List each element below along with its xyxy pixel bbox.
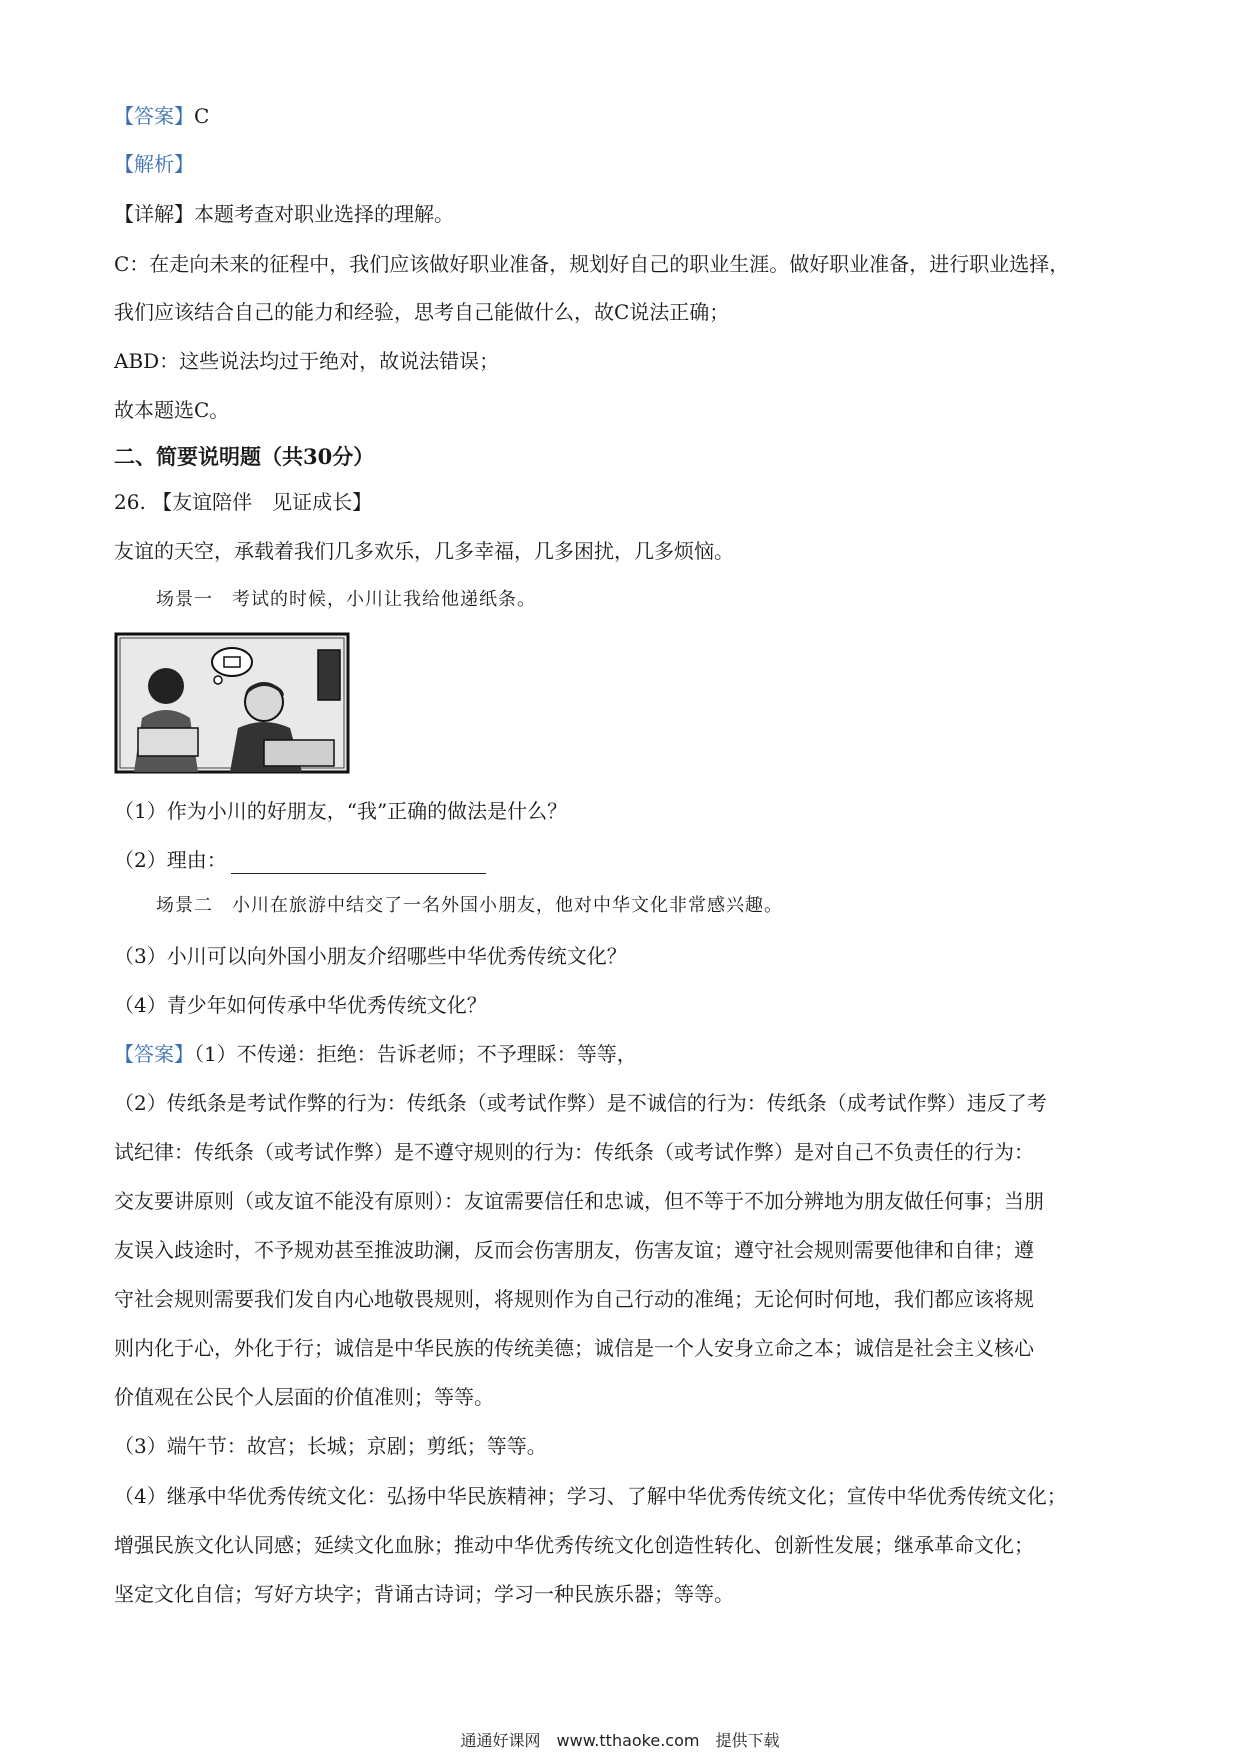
answer-2-a1 [114,1040,637,1068]
scene-2: 场景二 小川在旅游中结交了一名外国小朋友，他对中华文化非常感兴趣。 [156,895,783,916]
answer-a4-line: 坚定文化自信；写好方块字；背诵古诗词；学习一种民族乐器；等等。 [114,1582,734,1606]
option-c-line-2: 我们应该结合自己的能力和经验，思考自己能做什么，故C说法正确； [114,300,730,324]
sub-question-2 [114,846,486,874]
question-title: 【友谊陪伴 见证成长】 [152,490,373,514]
question-number: 26. [114,490,146,514]
sub-question-3: （3）小川可以向外国小朋友介绍哪些中华优秀传统文化？ [114,944,627,968]
section-title: 二、简要说明题（共30分） [114,444,375,469]
answer-a2-line: 交友要讲原则（或友谊不能没有原则）：友谊需要信任和忠诚，但不等于不加分辨地为朋友做任何事；当朋 [114,1189,1044,1213]
answer-tag: 【答案】 [114,104,194,128]
conclusion-line: 故本题选C。 [114,398,230,422]
answer-a4-line: （4）继承中华优秀传统文化：弘扬中华民族精神；学习、了解中华优秀传统文化；宣传中华优秀传统文化； [114,1484,1067,1508]
exam-illustration [114,632,350,774]
sub-question-4: （4）青少年如何传承中华优秀传统文化？ [114,993,487,1017]
answer-a3: （3）端午节：故宫；长城；京剧；剪纸；等等。 [114,1434,547,1458]
detail-line: 【详解】本题考查对职业选择的理解。 [114,202,454,226]
answer-blank[interactable] [231,853,486,874]
answer-a2-line: （2）传纸条是考试作弊的行为：传纸条（或考试作弊）是不诚信的行为：传纸条（成考试作弊）违反了考 [114,1091,1047,1115]
sub-question-1: （1）作为小川的好朋友，“我”正确的做法是什么？ [114,799,568,823]
answer-a2-line: 试纪律：传纸条（或考试作弊）是不遵守规则的行为：传纸条（或考试作弊）是对自己不负责任的行为： [114,1140,1034,1164]
page-footer: 通通好课网 www.tthaoke.com 提供下载 [460,1731,780,1750]
question-intro: 友谊的天空，承载着我们几多欢乐，几多幸福，几多困扰，几多烦恼。 [114,539,734,563]
option-abd-line: ABD：这些说法均过于绝对，故说法错误； [114,349,500,373]
question-26-header [114,488,372,516]
answer-a2-line: 价值观在公民个人层面的价值准则；等等。 [114,1385,494,1409]
answer-a2-line: 友误入歧途时，不予规劝甚至推波助澜，反而会伤害朋友，伤害友谊；遵守社会规则需要他律和自律；遵 [114,1238,1034,1262]
answer-a1-text: （1）不传递：拒绝：告诉老师；不予理睬：等等， [194,1042,637,1066]
answer-a4-line: 增强民族文化认同感；延续文化血脉；推动中华优秀传统文化创造性转化、创新性发展；继承革命文化； [114,1533,1034,1557]
answer-1 [114,102,209,130]
option-c-line-1: C：在走向未来的征程中，我们应该做好职业准备，规划好自己的职业生涯。做好职业准备，进行职业选择， [114,252,1070,276]
scene-1: 场景一 考试的时候，小川让我给他递纸条。 [156,589,536,610]
answer-a2-line: 守社会规则需要我们发自内心地敬畏规则，将规则作为自己行动的准绳；无论何时何地，我们都应该将规 [114,1287,1034,1311]
answer-a2-line: 则内化于心，外化于行；诚信是中华民族的传统美德；诚信是一个人安身立命之本；诚信是社会主义核心 [114,1336,1034,1360]
analysis-tag: 【解析】 [114,152,194,176]
answer-value: C [194,104,210,128]
sub-question-2-label: （2）理由： [114,848,227,872]
answer-tag: 【答案】 [114,1042,194,1066]
